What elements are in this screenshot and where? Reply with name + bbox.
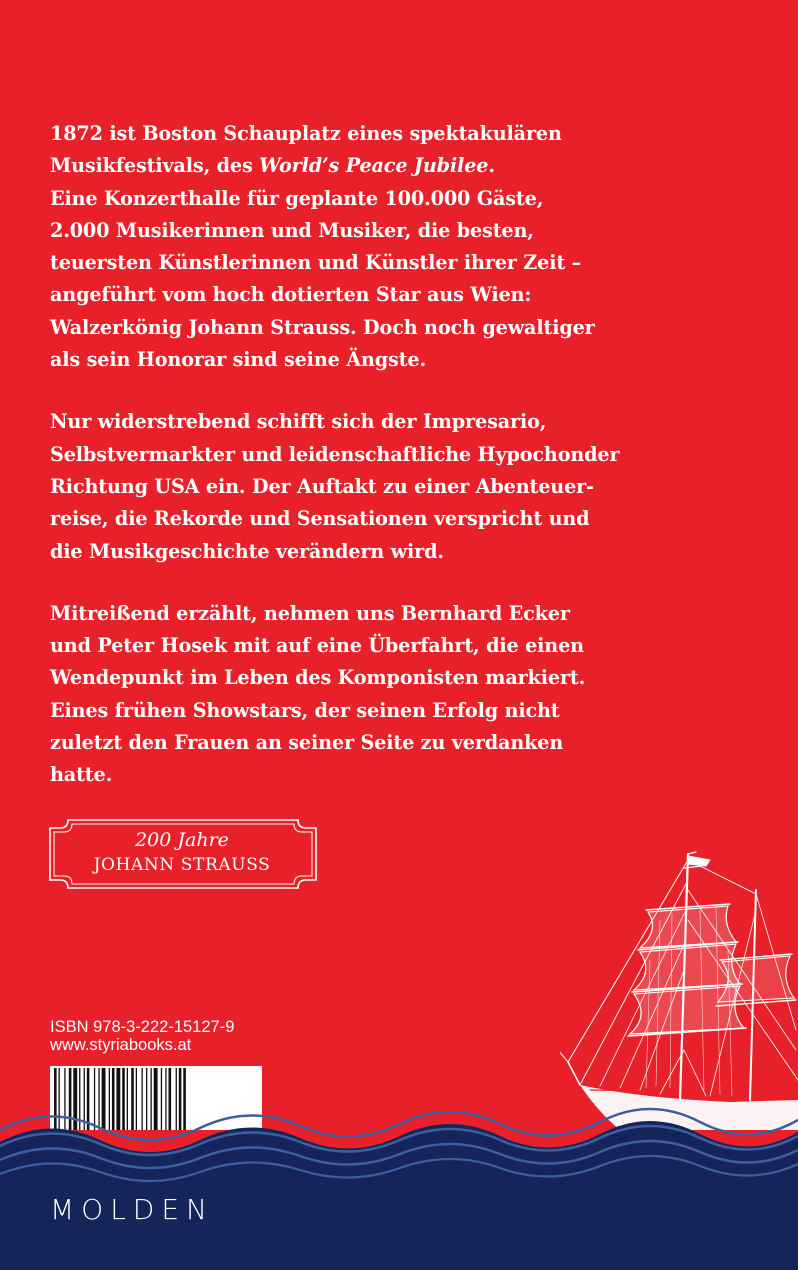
blurb-line: angeführt vom hoch dotierten Star aus Wien: (50, 283, 532, 307)
blurb-text (50, 118, 630, 822)
blurb-paragraph-3 (50, 598, 630, 792)
isbn-number: ISBN 978-3-222-15127-9 (50, 1018, 235, 1036)
blurb-line: hatte. (50, 763, 113, 787)
festival-name: World’s Peace Jubilee (259, 154, 489, 178)
blurb-line: Wendepunkt im Leben des Komponisten markiert. (50, 666, 586, 690)
publisher-url: www.styriabooks.at (50, 1036, 192, 1054)
blurb-line: 2.000 Musikerinnen und Musiker, die besten, (50, 218, 534, 242)
blurb-paragraph-2 (50, 406, 630, 567)
blurb-line: Walzerkönig Johann Strauss. Doch noch gewaltiger (50, 315, 595, 339)
blurb-line: Richtung USA ein. Der Auftakt zu einer Abenteuer- (50, 474, 594, 498)
ocean-waves (0, 1090, 798, 1270)
blurb-paragraph-1 (50, 118, 630, 376)
blurb-line: Eine Konzerthalle für geplante 100.000 Gäste, (50, 186, 544, 210)
isbn-block (50, 1018, 234, 1054)
sailing-ship-illustration (560, 850, 798, 1130)
anniversary-badge (50, 828, 314, 878)
blurb-line: 1872 ist Boston Schauplatz eines spektakulären (50, 122, 562, 145)
blurb-line: teuersten Künstlerinnen und Künstler ihrer Zeit – (50, 251, 582, 275)
blurb-line: als sein Honorar sind seine Ängste. (50, 348, 426, 372)
publisher-logo: MOLDEN (50, 1193, 214, 1226)
badge-title: JOHANN STRAUSS (93, 855, 271, 875)
blurb-text-span: Musikfestivals, des (50, 154, 260, 178)
blurb-line: zuletzt den Frauen an seiner Seite zu verdanken (50, 731, 564, 755)
blurb-line: Eines frühen Showstars, der seinen Erfolg nicht (50, 698, 560, 722)
blurb-line: reise, die Rekorde und Sensationen verspricht und (50, 507, 590, 531)
blurb-text-span: . (488, 154, 495, 178)
blurb-line: Selbstvermarkter und leidenschaftliche Hypochonder (50, 442, 620, 466)
blurb-line: Nur widerstrebend schifft sich der Impresario, (50, 410, 547, 434)
blurb-line: die Musikgeschichte verändern wird. (50, 539, 444, 563)
blurb-line: Mitreißend erzählt, nehmen uns Bernhard Ecker (50, 601, 570, 625)
blurb-line: und Peter Hosek mit auf eine Überfahrt, die einen (50, 634, 584, 658)
badge-subtitle: 200 Jahre (135, 829, 229, 851)
blurb-line (50, 150, 630, 182)
